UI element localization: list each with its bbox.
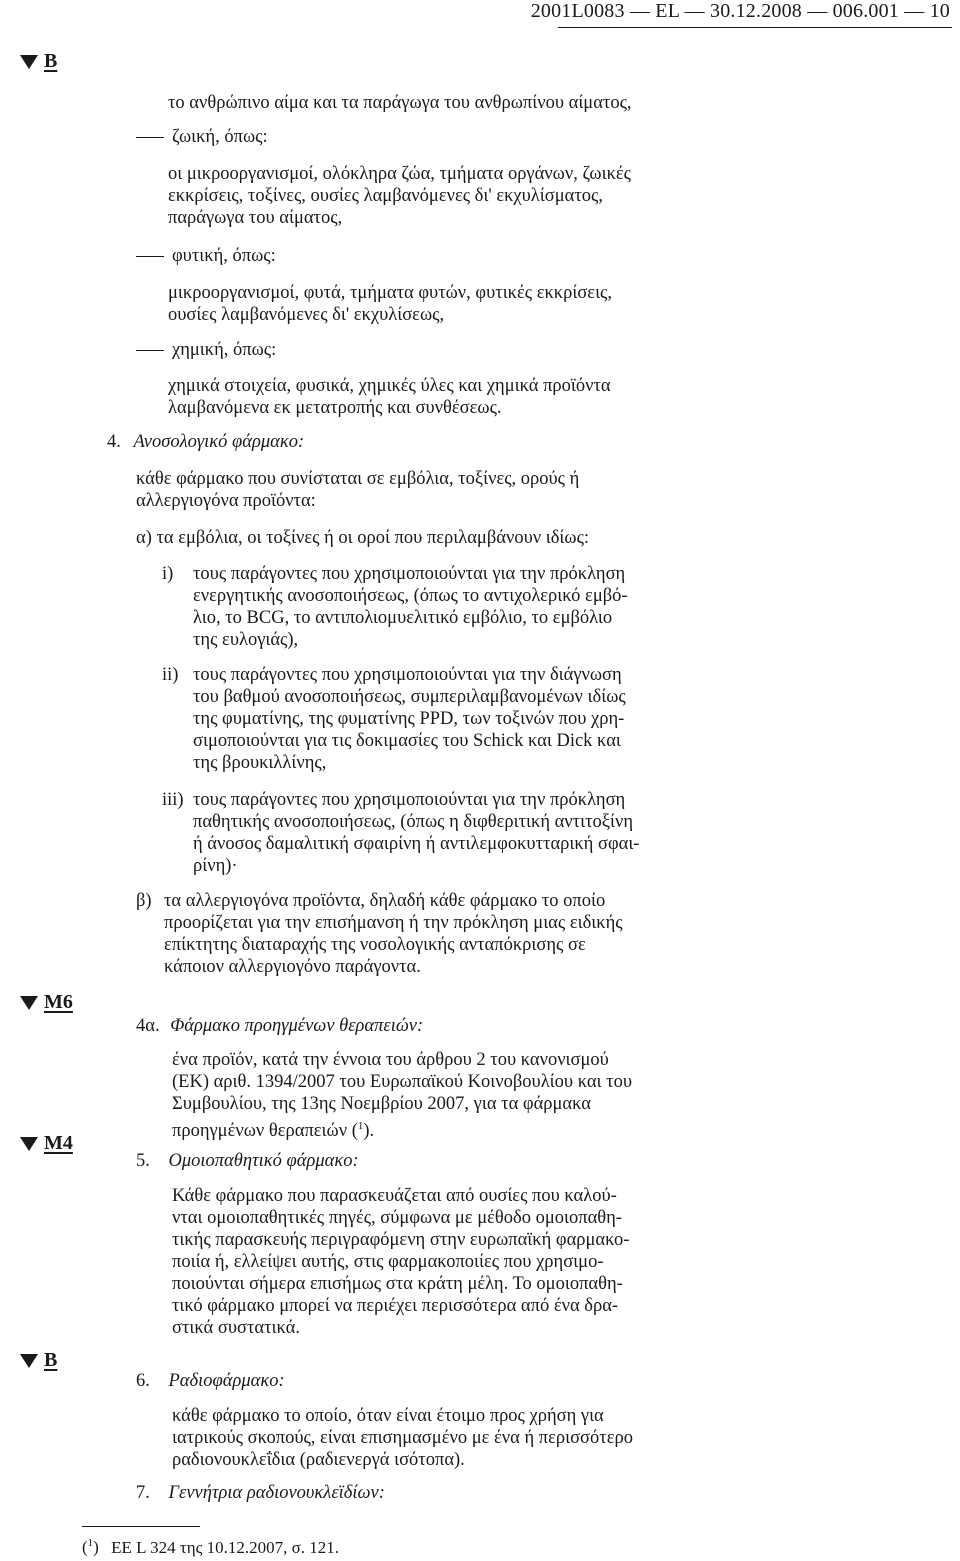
item-i-text: τους παράγοντες που χρησιμοποιούνται για την πρόκληση ενεργητικής ανοσοποιήσεως, (όπως το αντιχολερικό εμβό- λιο, το BCG, το αντιπολιομυελιτικό εμβόλιο, το εμβόλιο της ευλογιάς),: [193, 564, 628, 650]
item-iii-text: τους παράγοντες που χρησιμοποιούνται για την πρόκληση παθητικής ανοσοποιήσεως, (όπως η διφθεριτική αντιτοξίνη ή άνοσος δαμαλιτική σφαιρίνη ή αντιλεμφοκυτταρική σφαι- ρίνη)·: [193, 790, 640, 876]
footnote-ref: 1: [357, 1120, 364, 1132]
amendment-marker-m6: M6: [20, 991, 73, 1014]
section-6-heading: 6. Ραδιοφάρμακο:: [136, 1371, 285, 1391]
plant-heading: φυτική, όπως:: [136, 245, 276, 267]
down-triangle-icon: [20, 1137, 38, 1151]
em-dash: [136, 137, 164, 138]
footnote: ($^1$) ΕΕ L 324 της 10.12.2007, σ. 121.: [82, 1537, 339, 1557]
down-triangle-icon: [20, 55, 38, 69]
chemical-text: χημικά στοιχεία, φυσικά, χημικές ύλες και χημικά προϊόντα λαμβανόμενα εκ μετατροπής και συνθέσεως.: [168, 376, 611, 418]
amendment-marker-b-bottom: B: [20, 1349, 57, 1372]
down-triangle-icon: [20, 996, 38, 1010]
blood-products-line: το ανθρώπινο αίμα και τα παράγωγα του ανθρωπίνου αίματος,: [168, 93, 632, 113]
section-4a-heading: 4α. Φάρμακο προηγμένων θεραπειών:: [136, 1016, 424, 1036]
section-4-text: κάθε φάρμακο που συνίσταται σε εμβόλια, τοξίνες, ορούς ή αλλεργιογόνα προϊόντα:: [136, 469, 580, 511]
section-6-text: κάθε φάρμακο το οποίο, όταν είναι έτοιμο προς χρήση για ιατρικούς σκοπούς, είναι επισημασμένο με ένα ή περισσότερο ραδιονουκλεΐδια (ραδιενεργά ισότοπα).: [172, 1406, 633, 1470]
plant-text: μικροοργανισμοί, φυτά, τμήματα φυτών, φυτικές εκκρίσεις, ουσίες λαμβανόμενες δι' εκχυλίσεως,: [168, 283, 613, 325]
chemical-heading: χημική, όπως:: [136, 339, 276, 361]
section-5-text: Κάθε φάρμακο που παρασκευάζεται από ουσίες που καλού- νται ομοιοπαθητικές πηγές, σύμφωνα με μέθοδο ομοιοπαθη- τικής παρασκευής περιγραφόμενη στην ευρωπαϊκή φαρμακο- ποιία ή, ελλείψει αυτής, στις φαρμακοποιίες που χρησιμο- ποιούνται σήμερα επισήμως στα κράτη μέλη. Το ομοιοπαθη- τικό φάρμακο μπορεί να περιέχει περισσότερα από ένα δρα- στικά συστατικά.: [172, 1186, 630, 1338]
section-4a-text: ένα προϊόν, κατά την έννοια του άρθρου 2 του κανονισμού (ΕΚ) αριθ. 1394/2007 του Ευρωπαϊκού Κοινοβουλίου και του Συμβουλίου, της 13ης Νοεμβρίου 2007, για τα φάρμακα προηγμένων θεραπειών ($^1$).: [172, 1050, 632, 1142]
section-4-heading: 4. Ανοσολογικό φάρμακο:: [107, 432, 305, 452]
item-b-text: τα αλλεργιογόνα προϊόντα, δηλαδή κάθε φάρμακο το οποίο προορίζεται για την επισήμανση ή την πρόκληση μιας ειδικής επίκτητης διαταραχής της νοσολογικής ανταπόκρισης σε κάποιον αλλεργιογόνο παράγοντα.: [164, 891, 623, 977]
animal-text: οι μικροοργανισμοί, ολόκληρα ζώα, τμήματα οργάνων, ζωικές εκκρίσεις, τοξίνες, ουσίες λαμβανόμενες δι' εκχυλίσματος, παράγωγα του αίματος,: [168, 164, 632, 228]
header-rule: [558, 27, 952, 28]
amendment-marker-b-top: B: [20, 50, 57, 73]
item-a: α) τα εμβόλια, οι τοξίνες ή οι οροί που περιλαμβάνουν ιδίως:: [136, 528, 590, 548]
item-ii-text: τους παράγοντες που χρησιμοποιούνται για την διάγνωση του βαθμού ανοσοποιήσεως, συμπεριλαμβανομένων ιδίως της φυματίνης, της φυματίνης PPD, των τοξινών που χρη- σιμοποιούνται για τις δοκιμασίες του Schick και Dick και της βρουκιλλίνης,: [193, 665, 626, 773]
item-i-label: i): [162, 564, 174, 584]
item-iii-label: iii): [162, 790, 184, 810]
item-ii-label: ii): [162, 665, 179, 685]
running-header: 2001L0083 — EL — 30.12.2008 — 006.001 — 10: [530, 0, 950, 22]
section-5-heading: 5. Ομοιοπαθητικό φάρμακο:: [136, 1151, 359, 1171]
item-b-label: β): [136, 891, 152, 911]
animal-heading: ζωική, όπως:: [136, 126, 268, 148]
down-triangle-icon: [20, 1354, 38, 1368]
footnote-rule: [82, 1526, 200, 1527]
em-dash: [136, 256, 164, 257]
em-dash: [136, 350, 164, 351]
amendment-marker-m4: M4: [20, 1132, 73, 1155]
section-7-heading: 7. Γεννήτρια ραδιονουκλεϊδίων:: [136, 1483, 385, 1503]
